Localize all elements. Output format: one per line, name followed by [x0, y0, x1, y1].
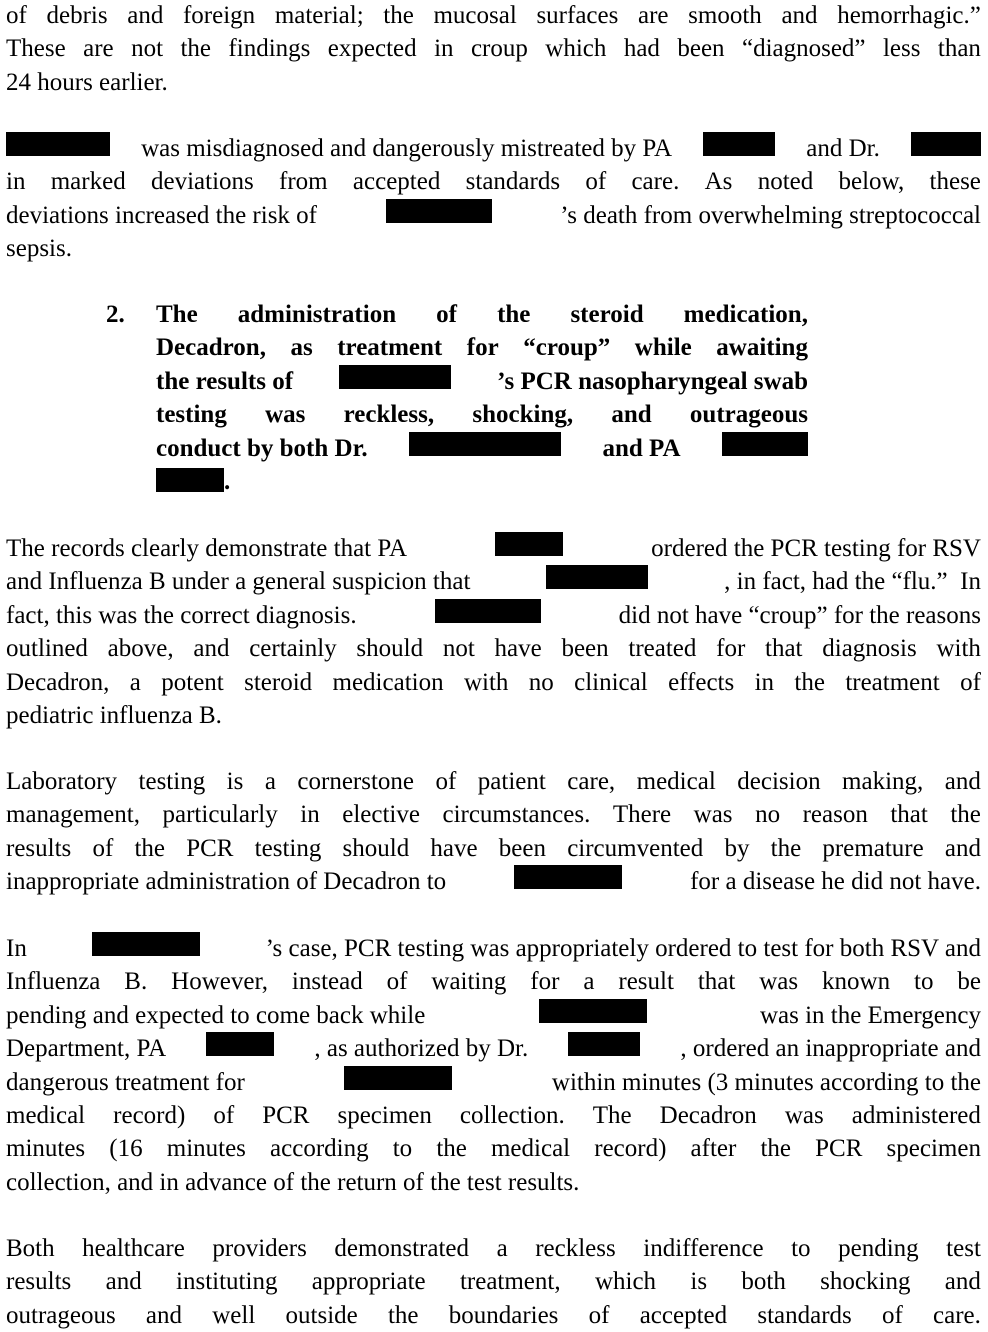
word: providers [212, 1235, 307, 1262]
word: Decadron [659, 1101, 757, 1129]
word: test [946, 1235, 981, 1262]
word: by [724, 834, 750, 862]
text-line [6, 1299, 981, 1332]
text-line [6, 999, 981, 1032]
word: standards [757, 1301, 852, 1329]
redaction-bar [703, 132, 775, 156]
text-line [156, 298, 808, 331]
text-line [6, 199, 981, 232]
word: the [134, 834, 166, 862]
word: while [634, 334, 692, 362]
redaction-bar [156, 468, 224, 492]
word: making, [842, 768, 924, 795]
word: medication, [683, 301, 808, 328]
word: administration [237, 301, 397, 328]
text-segment: was misdiagnosed and dangerously mistreated by PA [141, 135, 673, 162]
word: PCR [262, 1101, 310, 1129]
word: awaiting [716, 334, 808, 362]
word: both [741, 1268, 786, 1296]
word: that [890, 801, 928, 829]
word: administered [851, 1101, 981, 1129]
word: was [693, 801, 733, 829]
word: and [944, 1268, 981, 1296]
word: appropriate [311, 1268, 426, 1296]
word: indifference [643, 1235, 764, 1262]
text-line [6, 765, 981, 798]
text-segment: collection, and in advance of the return of the test results. [6, 1168, 580, 1196]
word: treatment [337, 334, 443, 362]
text-segment: within minutes (3 minutes according to the [551, 1068, 981, 1096]
text-segment: pediatric influenza B. [6, 701, 222, 729]
word: been [677, 35, 725, 63]
word: and [611, 401, 652, 429]
word: for [530, 968, 560, 996]
word: of [92, 834, 114, 862]
paragraph-intro [6, 0, 981, 99]
word: deviations [150, 168, 254, 196]
word: of [435, 768, 457, 795]
word: should [356, 635, 424, 663]
word: healthcare [82, 1235, 185, 1262]
word: outrageous [6, 1301, 116, 1329]
word: result [618, 968, 674, 996]
word: as [290, 334, 313, 362]
word: mucosal [433, 2, 517, 29]
text-line [156, 398, 808, 431]
word: of [881, 1301, 903, 1329]
text-segment: did not have “croup” for the reasons [618, 601, 981, 629]
word: The [592, 1101, 632, 1129]
redaction-bar [568, 1032, 640, 1056]
word: elective [342, 801, 420, 829]
word: below, [838, 168, 905, 196]
word: these [929, 168, 981, 196]
word: of [6, 2, 27, 29]
word: is [226, 768, 244, 795]
word: decision [737, 768, 821, 795]
text-segment: fact, this was the correct diagnosis. [6, 601, 357, 629]
word: been [561, 635, 609, 663]
paragraph-records [6, 532, 981, 732]
word: waiting [431, 968, 507, 996]
redaction-bar [92, 932, 200, 956]
text-line [6, 699, 981, 732]
word: be [957, 968, 981, 996]
word: a [583, 968, 595, 996]
word: after [690, 1135, 737, 1163]
word: outrageous [689, 401, 808, 429]
word: in [434, 35, 454, 63]
word: in [754, 668, 775, 696]
word: for [716, 635, 746, 663]
text-segment: , ordered an inappropriate and [680, 1035, 981, 1063]
word: The [156, 301, 198, 328]
word: outlined [6, 635, 88, 663]
redaction-bar [339, 365, 451, 389]
text-line [156, 331, 808, 364]
word: than [937, 35, 981, 63]
text-line [6, 1099, 981, 1132]
word: should [342, 834, 410, 862]
word: known [822, 968, 891, 996]
word: had [623, 35, 660, 63]
text-segment: and Dr. [806, 135, 880, 162]
text-segment: . [224, 467, 231, 495]
word: debris [46, 2, 108, 29]
paragraph-laboratory [6, 765, 981, 899]
word: well [212, 1301, 256, 1329]
word: treated [628, 635, 697, 663]
word: hemorrhagic.” [837, 2, 981, 29]
text-line [6, 132, 981, 165]
word: and [145, 1301, 183, 1329]
text-line [6, 532, 981, 565]
text-segment: deviations increased the risk of [6, 201, 318, 229]
word: management, [6, 801, 140, 829]
word: with [463, 668, 509, 696]
word: medical [490, 1135, 571, 1163]
word: in [300, 801, 320, 829]
word: the [497, 301, 531, 328]
word: diagnosis [822, 635, 917, 663]
text-segment: ’s PCR nasopharyngeal swab [497, 367, 808, 395]
redaction-bar [539, 999, 647, 1023]
word: was [265, 401, 306, 429]
word: smooth [688, 2, 762, 29]
word: cornerstone [297, 768, 415, 795]
word: croup [470, 35, 528, 63]
word: according [270, 1135, 369, 1163]
word: treatment, [459, 1268, 561, 1296]
text-line [6, 832, 981, 865]
word: B. [124, 968, 148, 996]
text-segment: and PA [602, 434, 681, 462]
word: not [442, 635, 475, 663]
paragraph-misdiagnosis [6, 132, 981, 266]
word: reckless, [343, 401, 435, 429]
word: PCR [815, 1135, 863, 1163]
word: the [180, 35, 211, 63]
word: to [392, 1135, 413, 1163]
text-line [6, 232, 981, 265]
word: of [386, 968, 408, 996]
text-segment: The records clearly demonstrate that PA [6, 535, 408, 562]
word: care. [933, 1301, 981, 1329]
word: patient [477, 768, 546, 795]
word: and [781, 2, 818, 29]
word: medication [332, 668, 444, 696]
word: potent [161, 668, 224, 696]
text-line [6, 1232, 981, 1265]
text-line [6, 932, 981, 965]
word: circumvented [567, 834, 704, 862]
word: have [494, 635, 542, 663]
word: shocking, [472, 401, 574, 429]
text-line [6, 965, 981, 998]
word: have [430, 834, 478, 862]
word: above, [107, 635, 174, 663]
word: and [944, 768, 981, 795]
text-line [6, 1066, 981, 1099]
text-line [6, 798, 981, 831]
text-line [156, 465, 808, 498]
word: As [704, 168, 733, 196]
word: and [105, 1268, 142, 1296]
text-segment: Department, PA [6, 1035, 167, 1063]
heading-number: 2. [106, 301, 125, 328]
word: collection. [459, 1101, 565, 1129]
word: a [129, 668, 141, 696]
text-line [6, 1265, 981, 1298]
word: the [387, 1301, 419, 1329]
text-line [6, 865, 981, 898]
word: the [794, 668, 825, 696]
heading-text [156, 298, 808, 498]
word: the [770, 834, 802, 862]
word: “diagnosed” [741, 35, 866, 63]
word: testing [156, 401, 227, 429]
word: “croup” [523, 334, 611, 362]
redaction-bar [344, 1066, 452, 1090]
word: was [784, 1101, 824, 1129]
word: of [436, 301, 457, 328]
word: in [6, 168, 26, 196]
word: minutes [166, 1135, 246, 1163]
word: minutes [6, 1135, 86, 1163]
word: with [936, 635, 981, 663]
word: outside [285, 1301, 358, 1329]
word: There [612, 801, 672, 829]
redaction-bar [206, 1032, 274, 1056]
word: the [950, 801, 981, 829]
text-segment: ’s death from overwhelming streptococcal [560, 201, 981, 229]
text-line [6, 1132, 981, 1165]
word: noted [757, 168, 814, 196]
word: of [960, 668, 981, 696]
word: and [193, 635, 230, 663]
word: circumstances. [442, 801, 591, 829]
word: less [882, 35, 921, 63]
word: reckless [535, 1235, 616, 1262]
text-segment: , as authorized by Dr. [314, 1035, 529, 1063]
text-segment: sepsis. [6, 235, 72, 263]
word: the [383, 2, 414, 29]
text-segment: ordered the PCR testing for RSV [651, 535, 981, 562]
word: demonstrated [334, 1235, 470, 1262]
word: record) [594, 1135, 667, 1163]
word: and [944, 834, 981, 862]
word: These [6, 35, 66, 63]
text-segment: 24 hours earlier. [6, 68, 168, 96]
word: no [528, 668, 554, 696]
text-line [6, 1166, 981, 1199]
text-line [6, 0, 981, 32]
text-line [6, 565, 981, 598]
redaction-bar [409, 432, 561, 456]
word: specimen [337, 1101, 432, 1129]
word: premature [822, 834, 924, 862]
text-segment: for a disease he did not have. [690, 868, 981, 896]
word: of [213, 1101, 235, 1129]
word: (16 [109, 1135, 143, 1163]
text-segment: dangerous treatment for [6, 1068, 245, 1096]
word: which [545, 35, 607, 63]
word: the [760, 1135, 792, 1163]
text-line [6, 165, 981, 198]
word: particularly [162, 801, 278, 829]
word: expected [327, 35, 417, 63]
word: pending [838, 1235, 919, 1262]
text-line [6, 599, 981, 632]
word: foreign [182, 2, 256, 29]
word: surfaces [536, 2, 619, 29]
text-segment: the results of [156, 367, 294, 395]
word: of [585, 168, 607, 196]
word: are [638, 2, 669, 29]
word: steroid [570, 301, 644, 328]
word: a [264, 768, 276, 795]
word: Laboratory [6, 768, 118, 795]
redaction-bar [722, 432, 808, 456]
word: been [498, 834, 546, 862]
text-line [6, 632, 981, 665]
paragraph-conclusion [6, 1232, 981, 1332]
word: that [697, 968, 736, 996]
word: certainly [249, 635, 337, 663]
word: record) [113, 1101, 186, 1129]
text-segment: pending and expected to come back while [6, 1001, 426, 1029]
text-line [156, 365, 808, 398]
word: results [6, 1268, 72, 1296]
word: Decadron, [6, 668, 110, 696]
word: shocking [820, 1268, 911, 1296]
redaction-bar [911, 132, 981, 156]
word: boundaries [448, 1301, 559, 1329]
text-line [6, 66, 981, 99]
redaction-bar [514, 865, 622, 889]
text-segment: ’s case, PCR testing was appropriately ordered to test for both RSV and [265, 935, 981, 962]
word: Influenza [6, 968, 101, 996]
redaction-bar [546, 565, 648, 589]
word: instead [291, 968, 363, 996]
word: standards [465, 168, 561, 196]
word: for [466, 334, 499, 362]
word: no [755, 801, 781, 829]
word: However, [171, 968, 269, 996]
word: marked [50, 168, 126, 196]
word: accepted [639, 1301, 728, 1329]
text-segment: was in the Emergency [759, 1001, 981, 1029]
word: findings [228, 35, 311, 63]
redaction-bar [6, 132, 110, 156]
text-line [6, 1032, 981, 1065]
word: specimen [886, 1135, 981, 1163]
word: that [765, 635, 803, 663]
text-segment: and Influenza B under a general suspicion that [6, 568, 471, 596]
text-segment: In [6, 935, 27, 962]
word: reason [802, 801, 868, 829]
text-line [156, 432, 808, 465]
word: to [914, 968, 934, 996]
word: the [436, 1135, 467, 1163]
redaction-bar [386, 199, 492, 223]
word: accepted [352, 168, 441, 196]
paragraph-pcr-case [6, 932, 981, 1199]
text-segment: , in fact, had the “flu.” In [724, 568, 981, 596]
word: care. [631, 168, 680, 196]
word: steroid [244, 668, 313, 696]
word: which [594, 1268, 657, 1296]
word: is [690, 1268, 708, 1296]
redaction-bar [495, 532, 563, 556]
word: to [791, 1235, 811, 1262]
word: clinical [574, 668, 648, 696]
word: medical [636, 768, 716, 795]
word: testing [254, 834, 322, 862]
word: material; [274, 2, 364, 29]
word: Both [6, 1235, 55, 1262]
word: from [279, 168, 328, 196]
text-line [6, 666, 981, 699]
word: testing [138, 768, 206, 795]
word: are [83, 35, 114, 63]
redaction-bar [435, 599, 541, 623]
word: effects [668, 668, 735, 696]
word: Decadron, [156, 334, 266, 362]
text-line [6, 32, 981, 65]
word: not [131, 35, 164, 63]
word: a [496, 1235, 508, 1262]
word: instituting [176, 1268, 278, 1296]
word: medical [6, 1101, 86, 1129]
word: treatment [845, 668, 940, 696]
word: PCR [186, 834, 234, 862]
word: care, [567, 768, 616, 795]
word: of [588, 1301, 610, 1329]
word: results [6, 834, 72, 862]
text-segment: inappropriate administration of Decadron to [6, 868, 447, 896]
text-segment: conduct by both Dr. [156, 434, 368, 462]
word: was [759, 968, 799, 996]
word: and [127, 2, 164, 29]
